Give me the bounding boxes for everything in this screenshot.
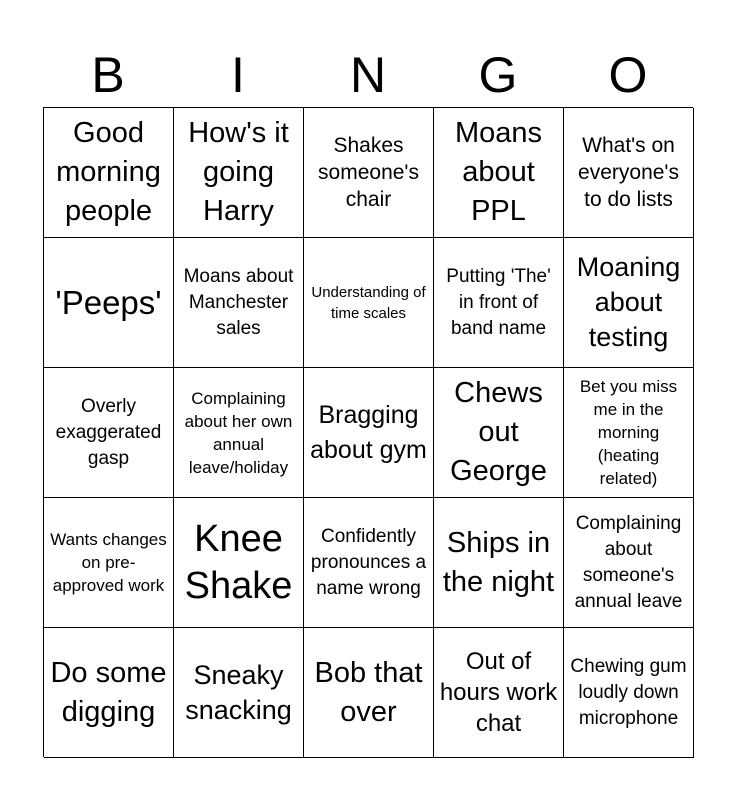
cell-text: Out of hours work chat: [439, 648, 558, 737]
cell-text: Overly exaggerated gasp: [55, 395, 162, 469]
cell-text: Wants changes on pre-approved work: [50, 530, 167, 595]
bingo-cell[interactable]: [564, 628, 694, 758]
bingo-cell[interactable]: [44, 238, 174, 368]
bingo-cell[interactable]: [174, 238, 304, 368]
bingo-cell[interactable]: [434, 368, 564, 498]
bingo-cell[interactable]: [304, 498, 434, 628]
cell-text: Shakes someone's chair: [318, 134, 419, 211]
cell-text: Confidently pronounces a name wrong: [310, 525, 427, 599]
cell-text: Chews out George: [450, 377, 547, 487]
bingo-cell[interactable]: [434, 238, 564, 368]
bingo-cell[interactable]: [304, 368, 434, 498]
bingo-cell[interactable]: [564, 368, 694, 498]
cell-text: Understanding of time scales: [311, 283, 426, 322]
bingo-cell[interactable]: [174, 498, 304, 628]
cell-text: Moaning about testing: [576, 252, 681, 352]
bingo-cell[interactable]: [564, 498, 694, 628]
cell-text: How's it going Harry: [188, 117, 289, 227]
header-letter-i: I: [231, 47, 245, 103]
cell-text: Moans about PPL: [454, 117, 543, 227]
cell-text: Ships in the night: [442, 526, 555, 598]
cell-text: Bet you miss me in the morning (heating related): [579, 377, 678, 488]
bingo-cell[interactable]: [174, 368, 304, 498]
cell-text: Putting 'The' in front of band name: [446, 265, 551, 339]
header-letter-g: G: [478, 47, 518, 103]
cell-text: Sneaky snacking: [185, 659, 292, 725]
bingo-cell[interactable]: [174, 108, 304, 238]
cell-text: Knee Shake: [184, 517, 293, 607]
bingo-cell[interactable]: [174, 628, 304, 758]
header-letter-o: O: [608, 47, 648, 103]
bingo-cell[interactable]: [434, 628, 564, 758]
bingo-cell[interactable]: [304, 108, 434, 238]
header-letter-n: N: [349, 47, 387, 103]
cell-text: Good morning people: [56, 117, 161, 227]
bingo-cell[interactable]: [434, 108, 564, 238]
cell-text: Bob that over: [314, 656, 423, 728]
bingo-cell[interactable]: [304, 238, 434, 368]
cell-text: Complaining about someone's annual leave: [574, 512, 683, 612]
bingo-cell[interactable]: [44, 628, 174, 758]
bingo-board: [43, 107, 693, 757]
bingo-header: [43, 44, 693, 106]
bingo-cell[interactable]: [44, 498, 174, 628]
bingo-cell[interactable]: [434, 498, 564, 628]
cell-text: Moans about Manchester sales: [183, 265, 294, 339]
bingo-cell[interactable]: [564, 108, 694, 238]
bingo-cell[interactable]: [564, 238, 694, 368]
cell-text: What's on everyone's to do lists: [578, 134, 679, 211]
cell-text: Bragging about gym: [310, 400, 427, 464]
cell-text: Complaining about her own annual leave/holiday: [184, 388, 293, 477]
cell-text: 'Peeps': [55, 284, 162, 321]
bingo-cell[interactable]: [44, 368, 174, 498]
header-letter-b: B: [91, 47, 125, 103]
cell-text: Chewing gum loudly down microphone: [570, 655, 687, 729]
bingo-cell[interactable]: [304, 628, 434, 758]
cell-text: Do some digging: [50, 656, 167, 728]
bingo-cell[interactable]: [44, 108, 174, 238]
